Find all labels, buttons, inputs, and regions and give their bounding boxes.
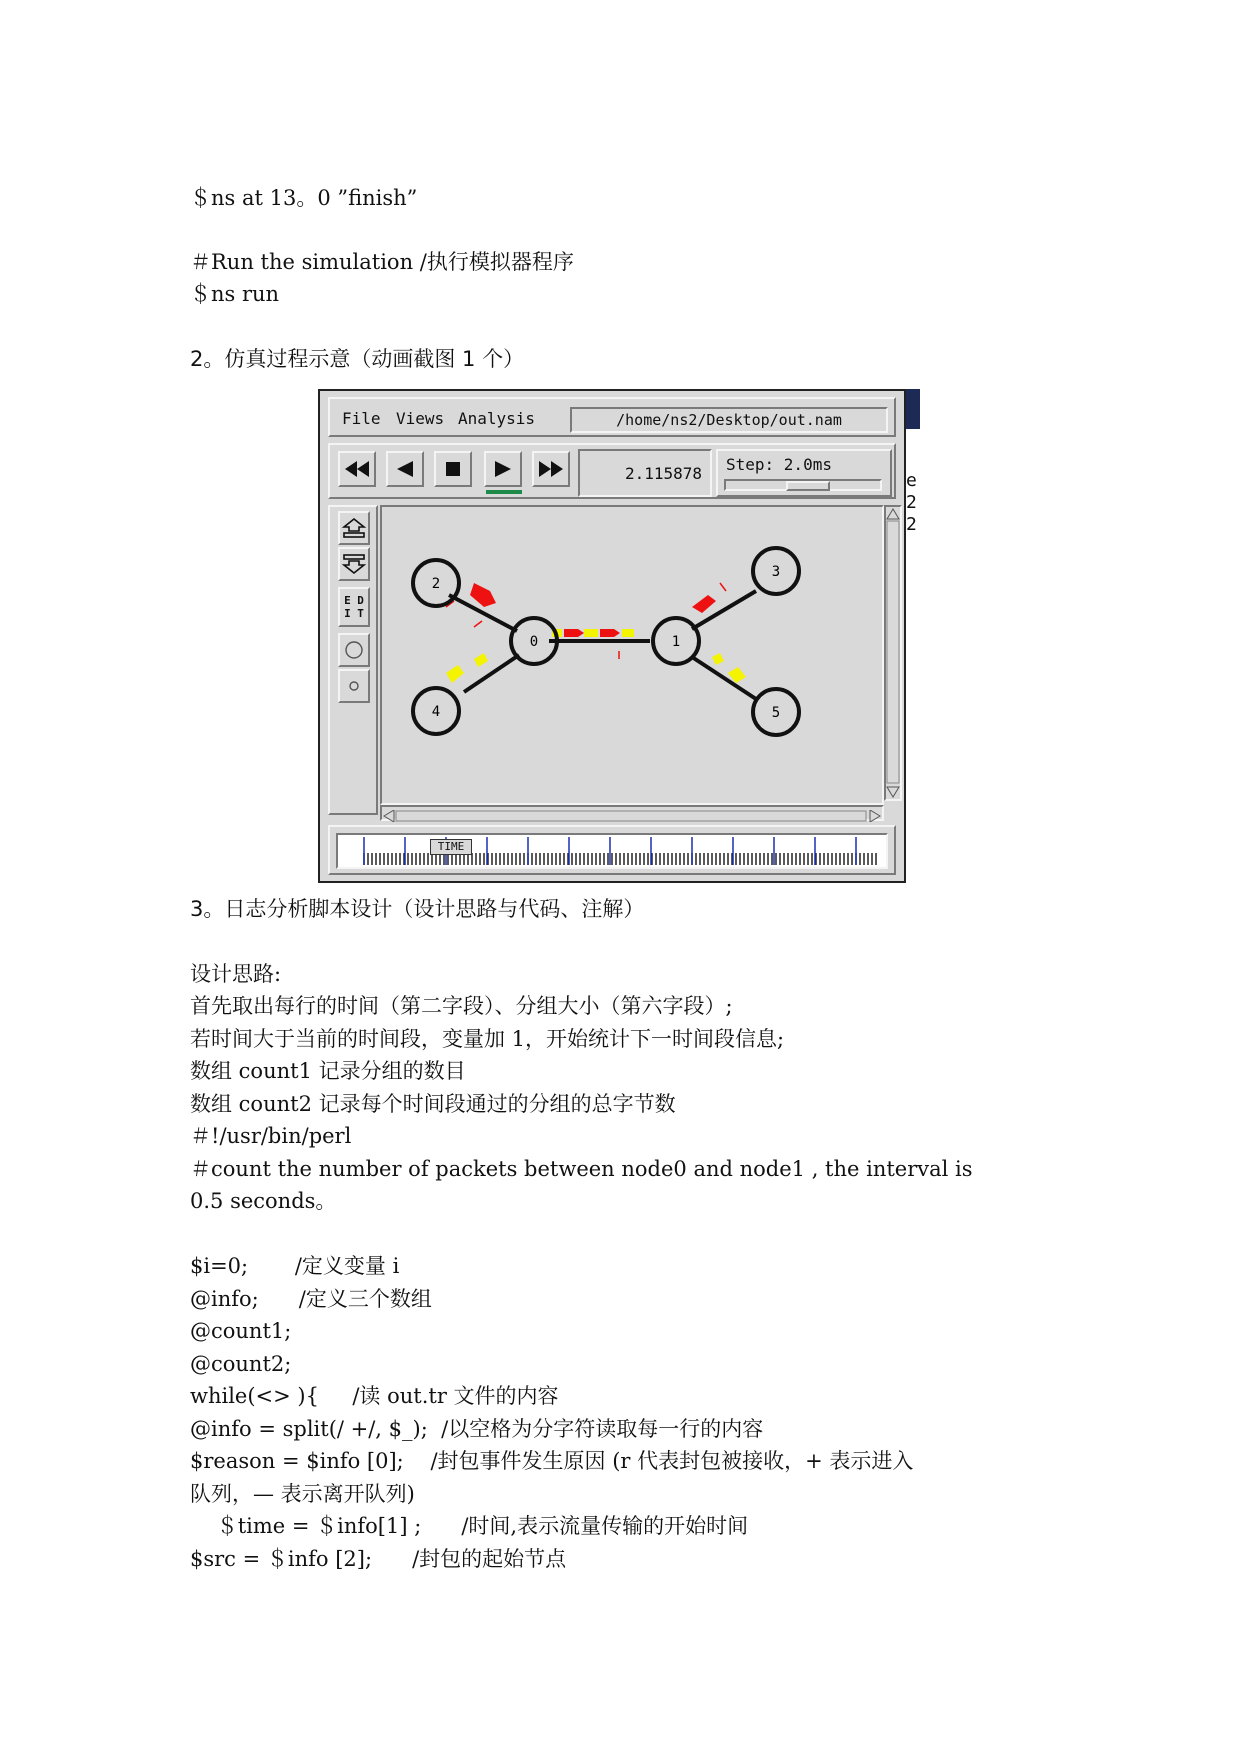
edit-label-line2: I T <box>344 607 364 620</box>
packet-yellow-4-0 <box>446 665 464 683</box>
network-canvas[interactable] <box>386 511 882 803</box>
step-slider-thumb[interactable] <box>786 481 830 491</box>
fast-forward-icon <box>538 461 564 477</box>
zoom-in-icon <box>341 517 367 539</box>
code-line: $src = ＄info [2]; /封包的起始节点 <box>190 1547 567 1571</box>
drop-mark <box>720 583 726 591</box>
time-slider-tag[interactable]: TIME <box>430 839 472 855</box>
section-3-heading: 3。日志分析脚本设计（设计思路与代码、注解） <box>190 897 645 921</box>
code-line: @count1; <box>190 1319 292 1343</box>
nam-window <box>318 389 906 883</box>
packet-red-0-1 <box>564 629 584 637</box>
design-line: 数组 count1 记录分组的数目 <box>190 1059 466 1083</box>
stop-button[interactable] <box>434 451 472 487</box>
back-button[interactable] <box>386 451 424 487</box>
design-line: 首先取出每行的时间（第二字段）、分组大小（第六字段）; <box>190 994 733 1018</box>
section-2-heading: 2。仿真过程示意（动画截图 1 个） <box>190 347 525 371</box>
play-indicator <box>486 490 522 494</box>
file-path-display: /home/ns2/Desktop/out.nam <box>570 407 888 433</box>
code-finish: ＄ns at 13。0 ”finish” <box>190 186 418 210</box>
tool-column <box>328 505 378 815</box>
comment-run: ＃Run the simulation /执行模拟器程序 <box>190 250 574 274</box>
design-line: 若时间大于当前的时间段，变量加 1，开始统计下一时间段信息; <box>190 1027 785 1051</box>
menu-views[interactable]: Views <box>396 409 445 428</box>
code-line: @count2; <box>190 1352 292 1376</box>
node-4-label: 4 <box>431 704 441 720</box>
node-2-label: 2 <box>431 576 441 592</box>
step-label: Step: 2.0ms <box>726 455 832 474</box>
comment-count: ＃count the number of packets between node0 and node1 , the interval is <box>190 1157 973 1181</box>
packet-yellow-0-1 <box>622 629 634 637</box>
code-run: ＄ns run <box>190 282 280 306</box>
step-control <box>716 449 892 497</box>
zoom-in-button[interactable] <box>338 511 370 545</box>
timeline-bar <box>328 825 896 875</box>
packet-yellow-4-0 <box>474 653 488 667</box>
timeline-track[interactable] <box>336 833 888 869</box>
time-display: 2.115878 <box>578 449 712 497</box>
window-edge <box>906 389 920 429</box>
node-0-label: 0 <box>529 634 539 650</box>
packet-yellow-0-1 <box>584 629 598 637</box>
code-line: ＄time = ＄info[1] ; /时间,表示流量传输的开始时间 <box>190 1514 749 1538</box>
design-heading: 设计思路: <box>190 962 282 986</box>
horizontal-scrollbar[interactable] <box>380 805 884 821</box>
drop-mark <box>474 621 482 627</box>
zoom-out-button[interactable] <box>338 547 370 581</box>
node-1[interactable] <box>653 618 699 664</box>
shebang-line: ＃!/usr/bin/perl <box>190 1124 352 1148</box>
vertical-scrollbar-arrows <box>886 507 900 799</box>
packet-red-0-1 <box>600 629 620 637</box>
stop-icon <box>445 461 461 477</box>
code-line: @info = split(/ +/, $_); /以空格为分字符读取每一行的内容 <box>190 1417 764 1441</box>
rewind-icon <box>344 461 370 477</box>
menu-file[interactable]: File <box>342 409 381 428</box>
background-window-text: e 2 2 <box>906 470 917 535</box>
fast-forward-button[interactable] <box>532 451 570 487</box>
small-circle-button[interactable] <box>338 669 370 703</box>
node-3[interactable] <box>753 548 799 594</box>
packet-red-2-0 <box>470 583 496 607</box>
link-1-5 <box>692 657 756 699</box>
code-line: $reason = $info [0]; /封包事件发生原因 (r 代表封包被接收，+ 表示进入 <box>190 1449 914 1473</box>
play-icon <box>493 461 513 477</box>
control-bar <box>328 443 896 499</box>
timeline-ticks <box>338 835 886 867</box>
code-line: while(<> ){ /读 out.tr 文件的内容 <box>190 1384 559 1408</box>
code-line: $i=0; /定义变量 i <box>190 1254 400 1278</box>
menu-analysis[interactable]: Analysis <box>458 409 536 428</box>
step-slider[interactable] <box>724 479 882 491</box>
circle-icon <box>343 639 365 661</box>
small-circle-icon <box>343 675 365 697</box>
back-icon <box>395 461 415 477</box>
edit-button[interactable] <box>338 587 370 627</box>
node-circle-button[interactable] <box>338 633 370 667</box>
node-3-label: 3 <box>771 564 781 580</box>
edit-label-line1: E D <box>344 594 364 607</box>
node-4[interactable] <box>413 688 459 734</box>
link-4-0 <box>464 655 519 692</box>
zoom-out-icon <box>341 553 367 575</box>
packet-red-1-3 <box>692 595 716 613</box>
horizontal-scrollbar-arrows <box>382 810 882 822</box>
node-2[interactable] <box>413 560 459 606</box>
code-line: @info; /定义三个数组 <box>190 1287 432 1311</box>
node-5-label: 5 <box>771 705 781 721</box>
comment-count-cont: 0.5 seconds。 <box>190 1189 337 1213</box>
vertical-scrollbar[interactable] <box>884 505 902 801</box>
node-5[interactable] <box>753 689 799 735</box>
menu-bar <box>328 397 896 437</box>
rewind-button[interactable] <box>338 451 376 487</box>
packet-yellow-1-5 <box>712 653 724 665</box>
play-button[interactable] <box>484 451 522 487</box>
canvas-frame <box>380 505 884 805</box>
design-line: 数组 count2 记录每个时间段通过的分组的总字节数 <box>190 1092 676 1116</box>
code-line: 队列，— 表示离开队列) <box>190 1482 415 1506</box>
node-1-label: 1 <box>671 634 681 650</box>
